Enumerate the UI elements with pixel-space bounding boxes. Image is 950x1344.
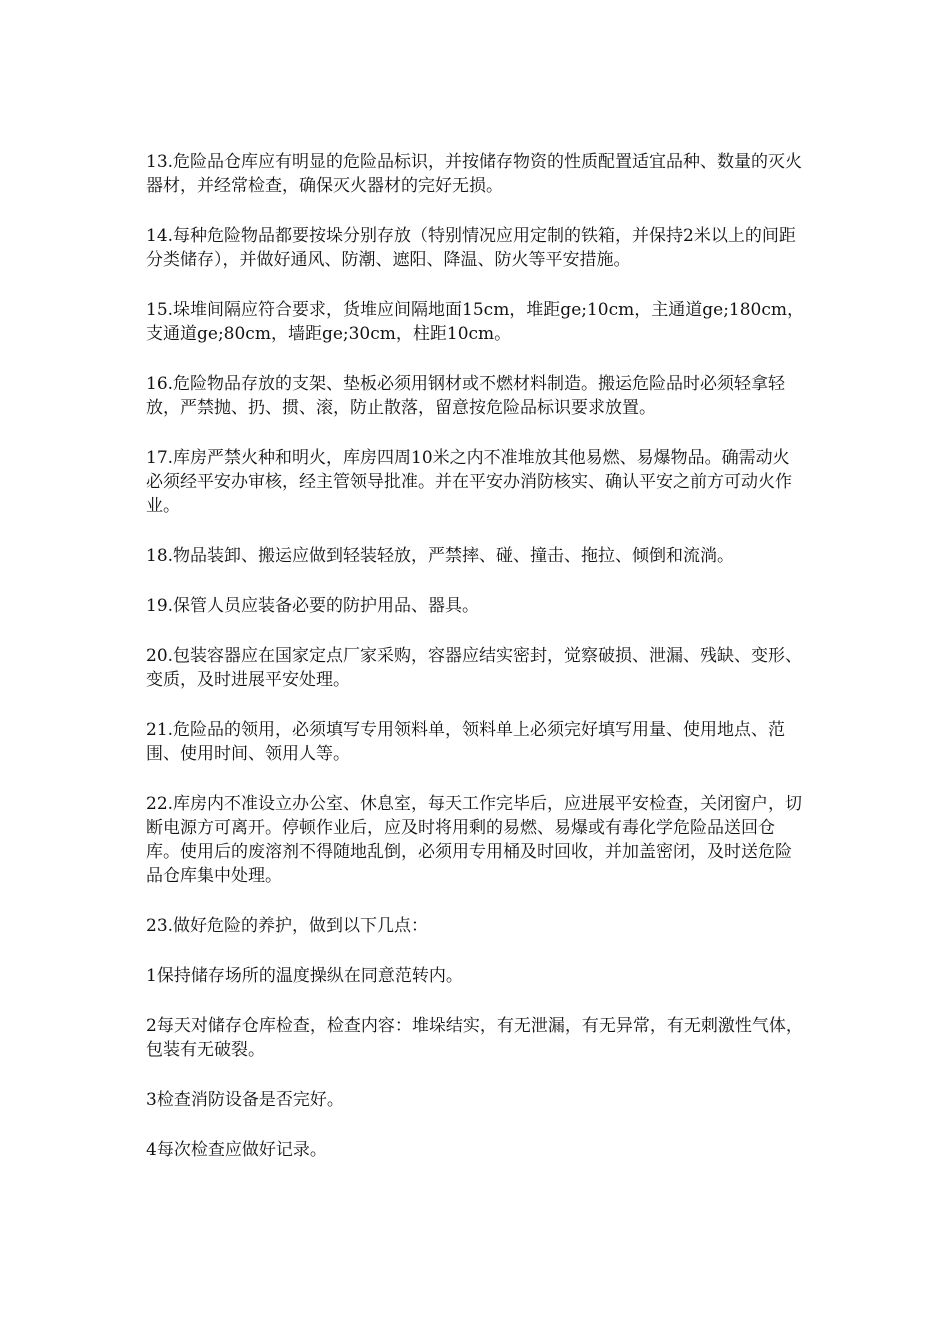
- list-item-2: 2每天对储存仓库检查，检查内容：堆垛结实，有无泄漏，有无异常，有无刺激性气体，包装有无破裂。: [146, 1016, 803, 1060]
- paragraph-22: 22.库房内不准设立办公室、休息室，每天工作完毕后，应进展平安检查，关闭窗户，切断电源方可离开。停顿作业后，应及时将用剩的易燃、易爆或有毒化学危险品送回仓库。使用后的废溶剂不得随地乱倒，必须用专用桶及时回收，并加盖密闭，及时送危险品仓库集中处理。: [146, 794, 803, 886]
- paragraph-20: 20.包装容器应在国家定点厂家采购，容器应结实密封，觉察破损、泄漏、残缺、变形、变质，及时进展平安处理。: [146, 646, 803, 690]
- paragraph-23: 23.做好危险的养护，做到以下几点：: [146, 916, 429, 936]
- list-item-4: 4每次检查应做好记录。: [146, 1140, 327, 1160]
- paragraph-15: 15.垛堆间隔应符合要求，货堆应间隔地面15cm，堆距ge;10cm，主通道ge;180cm，支通道ge;80cm，墙距ge;30cm，柱距10cm。: [146, 300, 805, 344]
- paragraph-17: 17.库房严禁火种和明火，库房四周10米之内不准堆放其他易燃、易爆物品。确需动火必须经平安办审核，经主管领导批准。并在平安办消防核实、确认平安之前方可动火作业。: [146, 448, 792, 516]
- list-item-1: 1保持储存场所的温度操纵在同意范转内。: [146, 966, 463, 986]
- paragraph-18: 18.物品装卸、搬运应做到轻装轻放，严禁摔、碰、撞击、拖拉、倾倒和流淌。: [146, 546, 735, 566]
- paragraph-14: 14.每种危险物品都要按垛分别存放（特别情况应用定制的铁箱，并保持2米以上的间距分类储存），并做好通风、防潮、遮阳、降温、防火等平安措施。: [146, 226, 796, 270]
- paragraph-19: 19.保管人员应装备必要的防护用品、器具。: [146, 596, 480, 616]
- paragraph-16: 16.危险物品存放的支架、垫板必须用钢材或不燃材料制造。搬运危险品时必须轻拿轻放，严禁抛、扔、掼、滚，防止散落，留意按危险品标识要求放置。: [146, 374, 786, 418]
- document-body: [146, 150, 806, 1188]
- paragraph-13: 13.危险品仓库应有明显的危险品标识，并按储存物资的性质配置适宜品种、数量的灭火器材，并经常检查，确保灭火器材的完好无损。: [146, 152, 803, 196]
- paragraph-21: 21.危险品的领用，必须填写专用领料单，领料单上必须完好填写用量、使用地点、范围、使用时间、领用人等。: [146, 720, 786, 764]
- list-item-3: 3检查消防设备是否完好。: [146, 1090, 344, 1110]
